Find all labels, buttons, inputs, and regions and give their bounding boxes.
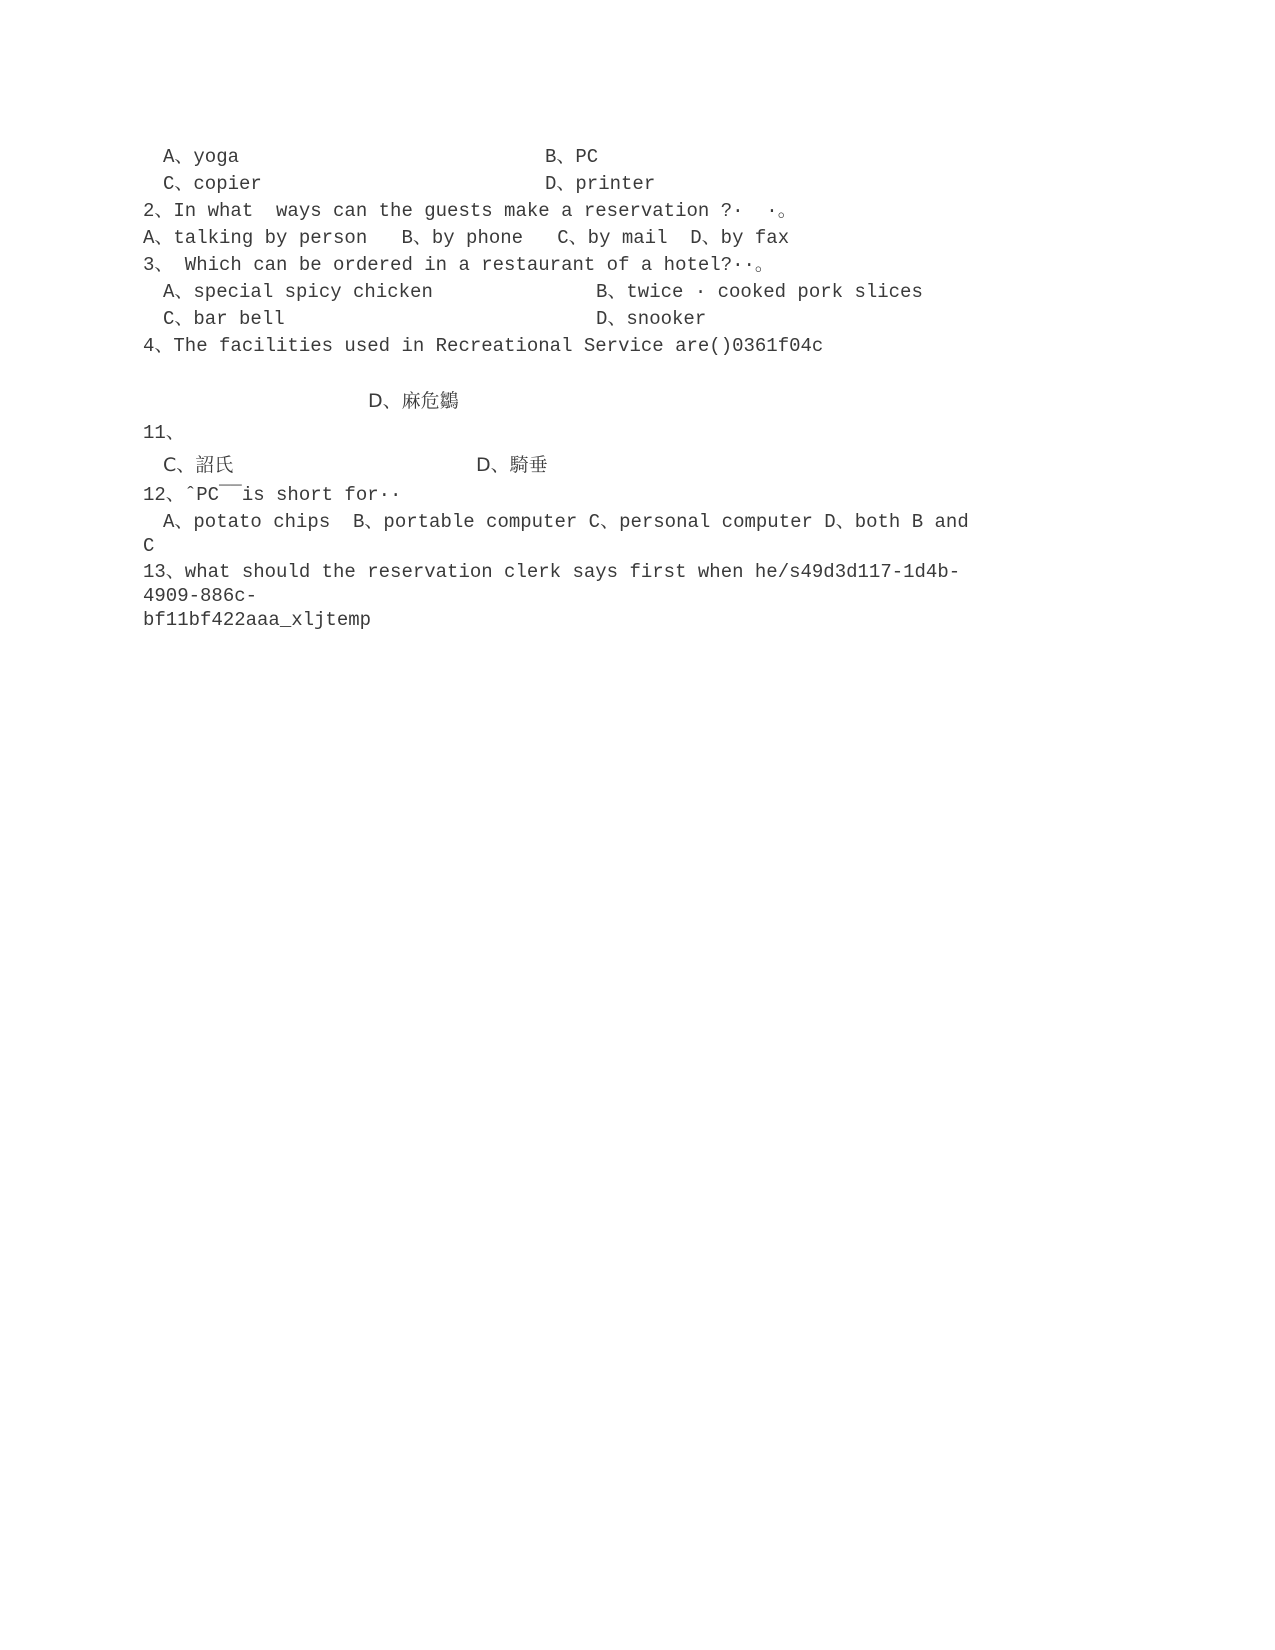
garbled-option-d: D、麻危鶵 <box>368 390 459 412</box>
q1-option-d: D、printer <box>545 173 656 195</box>
q11-option-c: C、詔氏 <box>163 454 234 476</box>
q3-option-d: D、snooker <box>596 308 707 330</box>
q4-question: 4、The facilities used in Recreational Service are()0361f04c <box>143 335 824 357</box>
q1-option-c: C、copier <box>163 173 262 195</box>
q1-option-b: B、PC <box>545 146 599 168</box>
q12-options-line2: C <box>143 535 155 557</box>
q12-question: 12、ˆPC¯¯is short for·· <box>143 484 402 506</box>
q12-options-line1: A、potato chips B、portable computer C、personal computer D、both B and <box>163 511 969 533</box>
q13-line2: 4909-886c- <box>143 585 258 607</box>
q3-question: 3、 Which can be ordered in a restaurant of a hotel?··。 <box>143 254 774 276</box>
q13-line1: 13、what should the reservation clerk says first when he/s49d3d117-1d4b- <box>143 561 961 583</box>
q2-options: A、talking by person B、by phone C、by mail D、by fax <box>143 227 790 249</box>
q3-option-c: C、bar bell <box>163 308 285 330</box>
q13-line3: bf11bf422aaa_xljtemp <box>143 609 372 631</box>
q2-question: 2、In what ways can the guests make a reservation ?· ·。 <box>143 200 797 222</box>
q3-option-b: B、twice · cooked pork slices <box>596 281 923 303</box>
q3-option-a: A、special spicy chicken <box>163 281 433 303</box>
q11-option-d: D、騎垂 <box>476 454 548 476</box>
q1-option-a: A、yoga <box>163 146 240 168</box>
q11-label: 11、 <box>143 422 185 444</box>
